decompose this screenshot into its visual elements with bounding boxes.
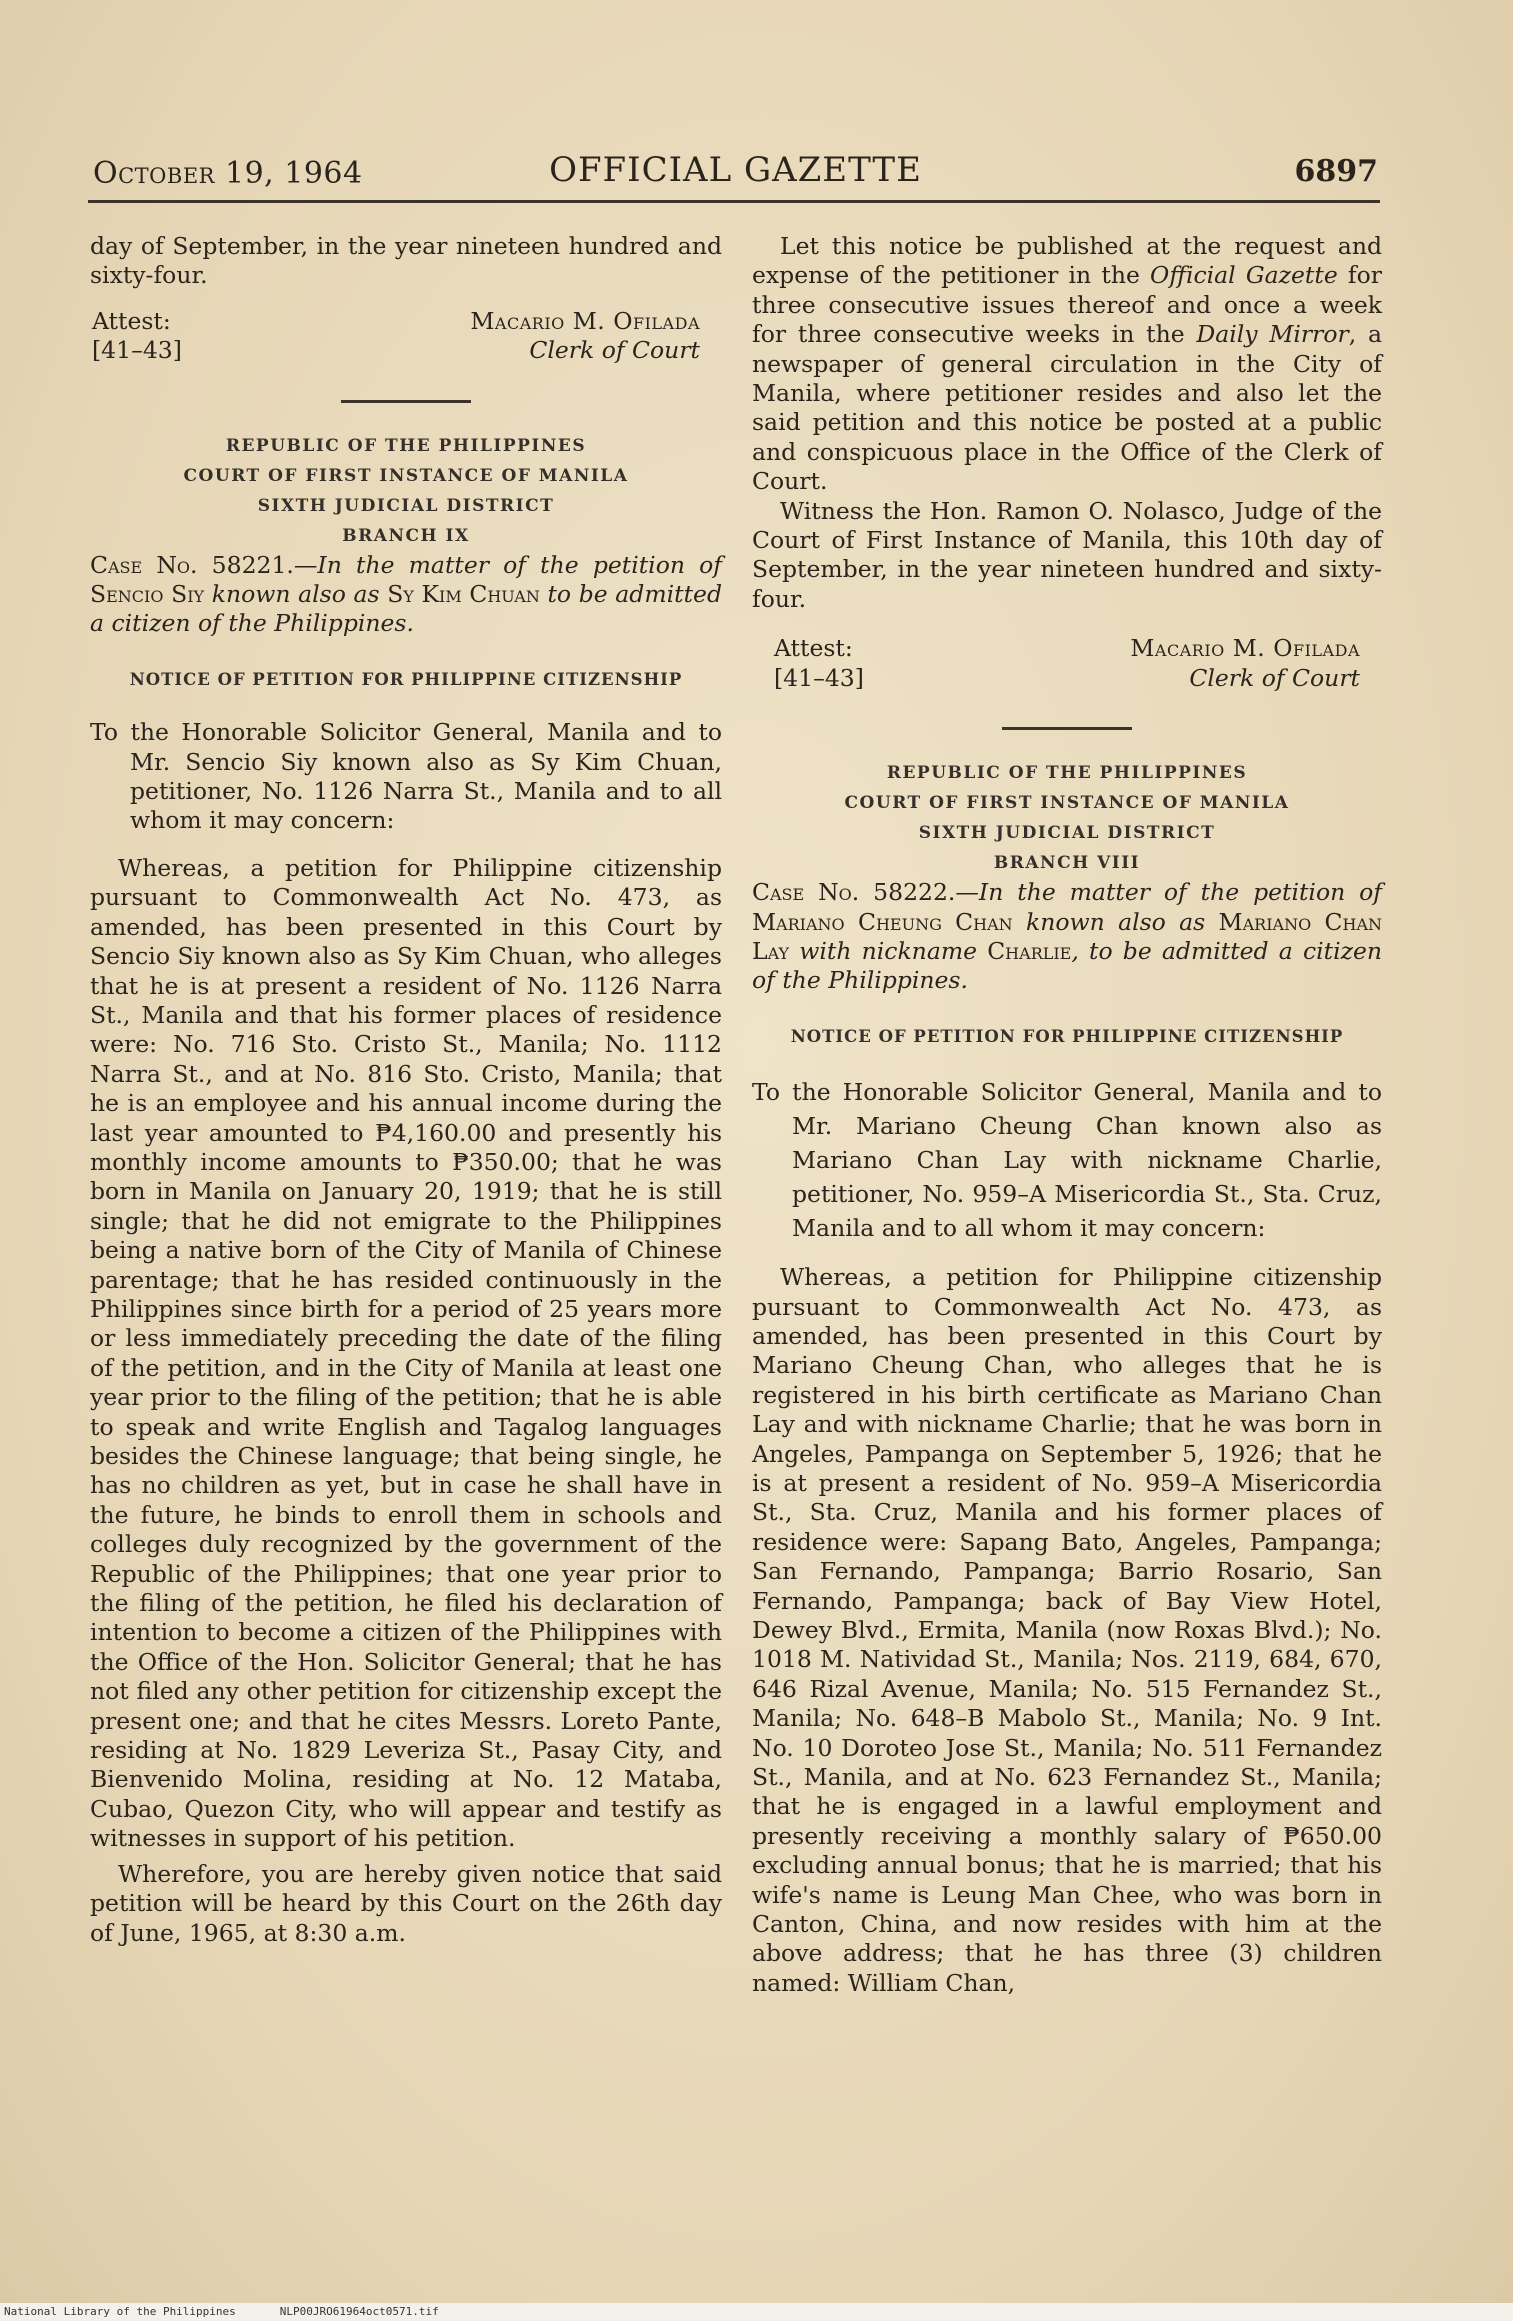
court-line: BRANCH IX <box>342 525 470 546</box>
court-heading <box>90 431 722 551</box>
petitioner-nickname: Charlie <box>987 936 1072 965</box>
addressee-text: To the Honorable Solicitor General, Manila and to Mr. Sencio Siy known also as Sy Kim Chuan, petitioner, No. 1126 Narra St., Manila and to all whom it may concern: <box>90 718 722 835</box>
library-credit: National Library of the Philippines <box>4 2305 236 2318</box>
clerk-name: Macario M. Ofilada <box>1130 634 1360 663</box>
notice-title: NOTICE OF PETITION FOR PHILIPPINE CITIZENSHIP <box>790 1026 1344 1046</box>
gazette-ref: Official Gazette <box>1150 261 1338 290</box>
page-header <box>93 150 1378 200</box>
attest-ref: [41–43] <box>774 663 864 692</box>
section-divider <box>1002 727 1132 730</box>
petitioner-alias: Mariano Chan Lay <box>752 907 1382 965</box>
whereas-paragraph: Whereas, a petition for Philippine citizenship pursuant to Commonwealth Act No. 473, as amended, has been presented in this Court by Sencio Siy known also as Sy Kim Chuan, who alleges that he is at present a resident of No. 1126 Narra St., Manila and that his former places of residence were: No. 716 Sto. Cristo St., Manila; No. 1112 Narra St., and at No. 816 Sto. Cristo, Manila; that he is an employee and his annual income during the last year amounted to ₱4,160.00 and presently his monthly income amounts to ₱350.00; that he was born in Manila on January 20, 1919; that he is still single; that he did not emigrate to the Philippines being a native born of the City of Manila of Chinese parentage; that he has resided continuously in the Philippines since birth for a period of 25 years more or less immediately preceding the date of the filing of the petition, and in the City of Manila at least one year prior to the filing of the petition; that he is able to speak and write English and Tagalog languages besides the Chinese language; that being single, he has no children as yet, but in case he shall have in the future, he binds to enroll them in schools and colleges duly recognized by the government of the Republic of the Philippines; that one year prior to the filing of the petition, he filed his declaration of intention to become a citizen of the Philippines with the Office of the Hon. Solicitor General; that he has not filed any other petition for citizenship except the present one; and that he cites Messrs. Loreto Pante, residing at No. 1829 Leveriza St., Pasay City, and Bienvenido Molina, residing at No. 12 Mataba, Cubao, Quezon City, who will appear and testify as witnesses in support of his petition. <box>90 853 722 1853</box>
continuation-text: day of September, in the year nineteen hundred and sixty-four. <box>90 232 722 290</box>
attest-block <box>752 634 1382 693</box>
addressee-text: To the Honorable Solicitor General, Manila and to Mr. Mariano Cheung Chan known also as Mariano Chan Lay with nickname Charlie, petitioner, No. 959–A Misericordia St., Sta. Cruz, Manila and to all whom it may concern: <box>752 1078 1382 1243</box>
court-line: SIXTH JUDICIAL DISTRICT <box>918 823 1216 844</box>
case-number: Case No. 58221. <box>90 550 294 579</box>
left-column <box>90 232 722 1948</box>
section-divider <box>341 400 471 403</box>
petitioner-alias: Sy Kim Chuan <box>387 580 540 609</box>
attest-block <box>90 307 722 366</box>
court-line: COURT OF FIRST INSTANCE OF MANILA <box>183 465 629 486</box>
attest-label: Attest: <box>92 306 171 335</box>
scan-footer <box>0 2303 1513 2321</box>
wherefore-paragraph: Wherefore, you are hereby given notice that said petition will be heard by this Court on the 26th day of June, 1965, at 8:30 a.m. <box>90 1859 722 1947</box>
header-rule <box>88 200 1380 203</box>
right-column <box>752 232 1382 1998</box>
clerk-title: Clerk of Court <box>529 336 700 365</box>
petitioner-name: Sencio Siy <box>90 580 205 609</box>
whereas-paragraph: Whereas, a petition for Philippine citizenship pursuant to Commonwealth Act No. 473, as amended, has been presented in this Court by Mariano Cheung Chan, who alleges that he is registered in his birth certificate as Mariano Chan Lay and with nickname Charlie; that he was born in Angeles, Pampanga on September 5, 1926; that he is at present a resident of No. 959–A Misericordia St., Sta. Cruz, Manila and his former places of residence were: Sapang Bato, Angeles, Pampanga; San Fernando, Pampanga; Barrio Rosario, San Fernando, Pampanga; back of Bay View Hotel, Dewey Blvd., Ermita, Manila (now Roxas Blvd.); No. 1018 M. Natividad St., Manila; Nos. 2119, 684, 670, 646 Rizal Avenue, Manila; No. 515 Fernandez St., Manila; No. 648–B Mabolo St., Manila; No. 9 Int. No. 10 Doroteo Jose St., Manila; No. 511 Fernandez St., Manila, and at No. 623 Fernandez St., Manila; that he is engaged in a lawful employment and presently receiving a monthly salary of ₱650.00 excluding annual bonus; that he is married; that his wife's name is Leung Man Chee, who was born in Canton, China, and now resides with him at the above address; that he has three (3) children named: William Chan, <box>752 1263 1382 1997</box>
court-line: COURT OF FIRST INSTANCE OF MANILA <box>844 793 1290 814</box>
notice-title: NOTICE OF PETITION FOR PHILIPPINE CITIZENSHIP <box>129 669 683 689</box>
case-caption: Case No. 58222.—In the matter of the petition of Mariano Cheung Chan known also as Mariano Chan Lay with nickname Charlie, to be admitted a citizen of the Philippines. <box>752 878 1383 995</box>
court-line: REPUBLIC OF THE PHILIPPINES <box>225 435 587 456</box>
court-line: BRANCH VIII <box>993 853 1141 874</box>
witness-paragraph: Witness the Hon. Ramon O. Nolasco, Judge of the Court of First Instance of Manila, this 10th day of September, in the year nineteen hundred and sixty-four. <box>752 496 1382 613</box>
attest-ref: [41–43] <box>92 336 182 365</box>
publication-order: Let this notice be published at the request and expense of the petitioner in the Official Gazette for three consecutive issues thereof and once a week for three consecutive weeks in the Daily Mirror, a newspaper of general circulation in the City of Manila, where petitioner resides and also let the said petition and this notice be posted at a public and conspicuous place in the Office of the Clerk of Court. <box>752 232 1382 496</box>
scan-filename: NLP00JRO61964oct0571.tif <box>279 2305 439 2318</box>
court-heading <box>752 758 1382 878</box>
clerk-name: Macario M. Ofilada <box>470 306 700 335</box>
court-line: SIXTH JUDICIAL DISTRICT <box>257 495 555 516</box>
clerk-title: Clerk of Court <box>1189 663 1360 692</box>
publication-title: OFFICIAL GAZETTE <box>549 150 922 190</box>
court-line: REPUBLIC OF THE PHILIPPINES <box>886 763 1248 784</box>
issue-date: October 19, 1964 <box>93 156 363 191</box>
case-caption: Case No. 58221.—In the matter of the petition of Sencio Siy known also as Sy Kim Chuan to be admitted a citizen of the Philippines. <box>90 550 722 638</box>
page-number: 6897 <box>1294 154 1378 189</box>
petitioner-name: Mariano Cheung Chan <box>752 907 1013 936</box>
case-number: Case No. 58222. <box>752 878 956 907</box>
attest-label: Attest: <box>774 634 853 663</box>
newspaper-ref: Daily Mirror <box>1196 320 1349 349</box>
